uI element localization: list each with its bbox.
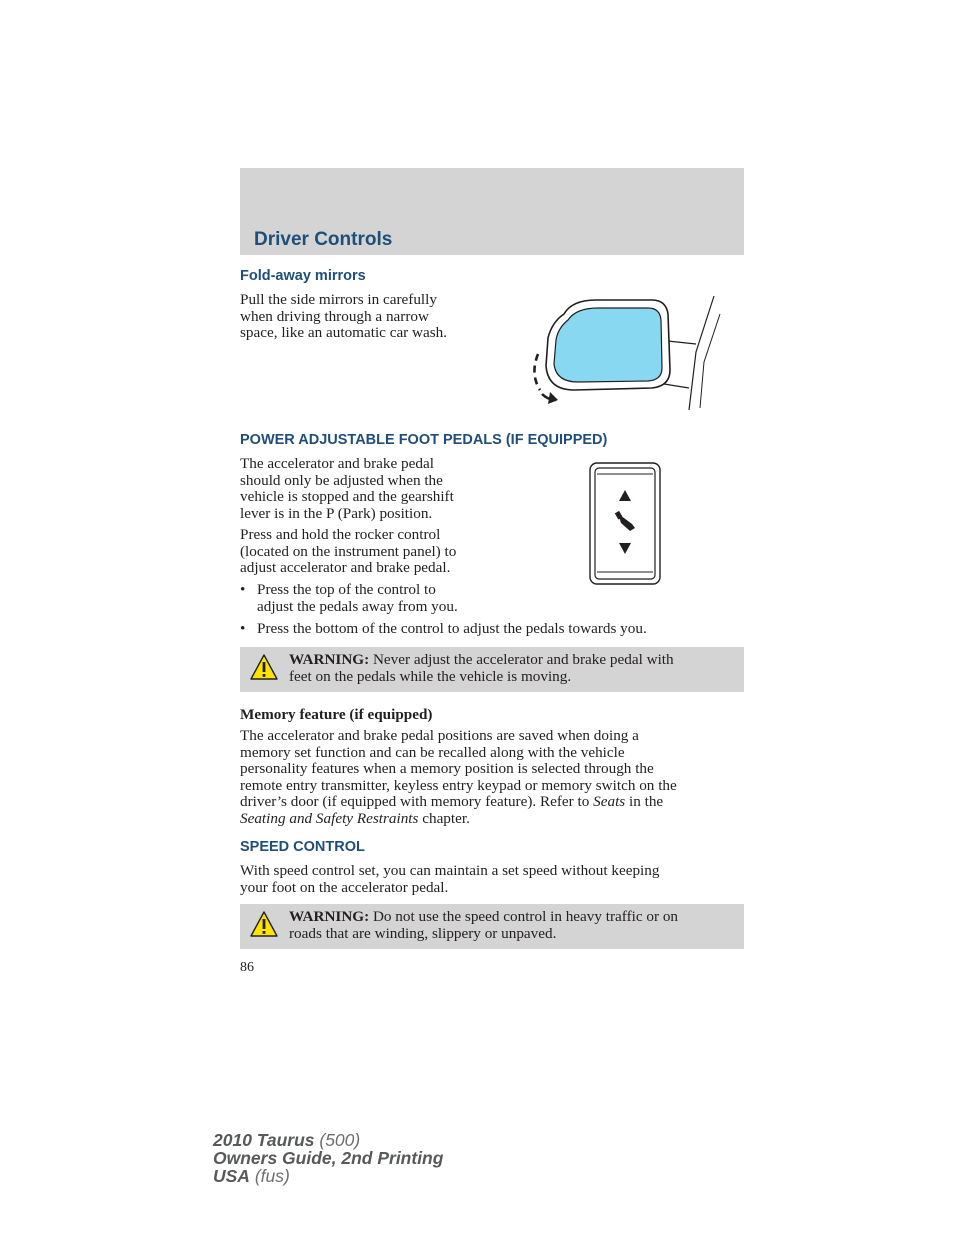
bullet-glyph: • xyxy=(240,581,246,598)
list-item xyxy=(240,621,744,638)
seats-reference: Seats xyxy=(593,793,626,810)
list-item xyxy=(240,582,540,616)
chapter-reference: Seating and Safety Restraints xyxy=(240,809,419,827)
pedals-heading: POWER ADJUSTABLE FOOT PEDALS (IF EQUIPPED) xyxy=(240,432,608,448)
text-line xyxy=(240,794,744,811)
footer-edition xyxy=(213,1131,443,1185)
fold-away-heading: Fold-away mirrors xyxy=(240,268,366,284)
text-line: should only be adjusted when the xyxy=(240,471,443,489)
text-span: chapter. xyxy=(418,809,470,827)
warning-box xyxy=(240,647,744,692)
text-line: feet on the pedals while the vehicle is moving. xyxy=(289,667,572,685)
text-line: Pull the side mirrors in carefully xyxy=(240,291,437,308)
footer-market: USA xyxy=(213,1166,250,1186)
warning-text xyxy=(289,909,734,942)
page-title: Driver Controls xyxy=(254,229,393,250)
fold-away-text xyxy=(240,292,480,342)
text-line: roads that are winding, slippery or unpaved. xyxy=(289,924,557,942)
pedals-para-1 xyxy=(240,456,510,522)
text-line: The accelerator and brake pedal positions are saved when doing a xyxy=(240,727,639,744)
text-line: Press the top of the control to xyxy=(257,581,436,598)
memory-heading: Memory feature (if equipped) xyxy=(240,706,433,723)
text-line: personality features when a memory position is selected through the xyxy=(240,760,654,777)
text-line: remote entry transmitter, keyless entry keypad or memory switch on the xyxy=(240,776,677,794)
warning-triangle-icon xyxy=(249,653,279,681)
memory-text xyxy=(240,728,744,827)
text-span: driver’s door (if equipped with memory feature). Refer to xyxy=(240,793,594,810)
mirror-illustration xyxy=(524,292,724,412)
warning-triangle-icon xyxy=(249,910,279,938)
text-line: Never adjust the accelerator and brake pedal with xyxy=(369,651,674,668)
text-line: when driving through a narrow xyxy=(240,307,429,325)
page-number: 86 xyxy=(240,960,254,975)
text-line: (located on the instrument panel) to xyxy=(240,542,457,560)
text-line: With speed control set, you can maintain a set speed without keeping xyxy=(240,862,660,879)
text-line: lever is in the P (Park) position. xyxy=(240,504,433,522)
warning-label: WARNING: xyxy=(289,651,370,668)
rocker-switch-illustration xyxy=(589,462,661,586)
footer-model: 2010 Taurus xyxy=(213,1130,315,1150)
header-band xyxy=(240,168,744,255)
text-line: The accelerator and brake pedal xyxy=(240,455,434,472)
text-line: your foot on the accelerator pedal. xyxy=(240,878,449,896)
text-line: adjust accelerator and brake pedal. xyxy=(240,559,451,576)
warning-text xyxy=(289,652,734,685)
text-line xyxy=(240,811,744,828)
pedals-para-2 xyxy=(240,527,510,577)
text-span: in the xyxy=(625,793,664,810)
text-line: adjust the pedals away from you. xyxy=(257,597,458,615)
speed-control-text xyxy=(240,863,744,896)
text-line: Press and hold the rocker control xyxy=(240,526,441,543)
warning-box xyxy=(240,904,744,949)
text-line: memory set function and can be recalled along with the vehicle xyxy=(240,743,625,761)
speed-control-heading: SPEED CONTROL xyxy=(240,839,365,855)
text-line: space, like an automatic car wash. xyxy=(240,324,448,341)
bullet-glyph: • xyxy=(240,620,246,637)
footer-code: (500) xyxy=(314,1130,361,1150)
warning-label: WARNING: xyxy=(289,908,370,925)
text-line: Press the bottom of the control to adjust the pedals towards you. xyxy=(257,620,647,637)
footer-market-code: (fus) xyxy=(249,1166,290,1186)
text-line: Do not use the speed control in heavy traffic or on xyxy=(369,908,679,925)
text-line: vehicle is stopped and the gearshift xyxy=(240,488,454,505)
footer-printing: Owners Guide, 2nd Printing xyxy=(213,1148,444,1168)
